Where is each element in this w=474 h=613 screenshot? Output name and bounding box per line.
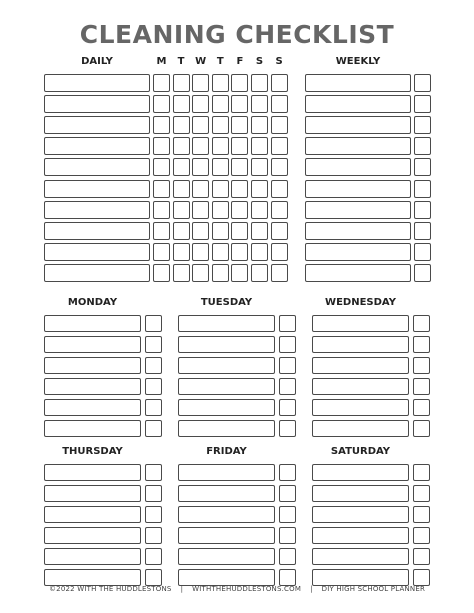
daily-checkbox[interactable] (251, 201, 268, 219)
daily-checkbox[interactable] (153, 180, 170, 198)
day-checkbox[interactable] (279, 506, 296, 523)
day-header: T (216, 56, 224, 67)
weekly-task-field[interactable] (305, 264, 411, 282)
weekly-task-field[interactable] (305, 95, 411, 113)
weekly-task-field[interactable] (305, 180, 411, 198)
day-checkbox[interactable] (279, 548, 296, 565)
day-checkbox[interactable] (279, 420, 296, 437)
daily-checkbox[interactable] (153, 201, 170, 219)
day-checkbox[interactable] (145, 464, 162, 481)
daily-checkbox[interactable] (251, 222, 268, 240)
day-task-field[interactable] (44, 506, 141, 523)
day-task-field[interactable] (44, 527, 141, 544)
day-task-field[interactable] (44, 464, 141, 481)
day-task-field[interactable] (44, 357, 141, 374)
daily-checkbox[interactable] (192, 264, 209, 282)
day-task-field[interactable] (312, 464, 409, 481)
day-checkbox[interactable] (145, 336, 162, 353)
daily-checkbox[interactable] (271, 116, 288, 134)
daily-checkbox[interactable] (251, 116, 268, 134)
daily-checkbox[interactable] (271, 243, 288, 261)
weekly-checkbox[interactable] (414, 74, 431, 92)
day-task-field[interactable] (44, 378, 141, 395)
day-checkbox[interactable] (145, 569, 162, 586)
daily-task-field[interactable] (44, 137, 150, 155)
day-checkbox[interactable] (145, 485, 162, 502)
daily-checkbox[interactable] (192, 243, 209, 261)
footer-separator: | (310, 585, 313, 593)
daily-checkbox[interactable] (212, 74, 229, 92)
daily-checkbox[interactable] (212, 201, 229, 219)
day-block-header: MONDAY (67, 297, 118, 308)
daily-checkbox[interactable] (173, 74, 190, 92)
day-checkbox[interactable] (145, 527, 162, 544)
daily-checkbox[interactable] (192, 74, 209, 92)
daily-checkbox[interactable] (192, 95, 209, 113)
day-block-header: FRIDAY (206, 446, 247, 457)
day-checkbox[interactable] (145, 548, 162, 565)
day-header: T (177, 56, 185, 67)
daily-task-field[interactable] (44, 264, 150, 282)
weekly-checkbox[interactable] (414, 201, 431, 219)
weekly-checkbox[interactable] (414, 264, 431, 282)
day-task-field[interactable] (178, 399, 275, 416)
daily-checkbox[interactable] (231, 243, 248, 261)
daily-checkbox[interactable] (271, 74, 288, 92)
weekly-checkbox[interactable] (414, 95, 431, 113)
daily-checkbox[interactable] (153, 137, 170, 155)
weekly-task-field[interactable] (305, 222, 411, 240)
daily-checkbox[interactable] (271, 180, 288, 198)
weekly-checkbox[interactable] (414, 158, 431, 176)
day-checkbox[interactable] (279, 399, 296, 416)
daily-task-field[interactable] (44, 243, 150, 261)
daily-checkbox[interactable] (251, 180, 268, 198)
daily-checkbox[interactable] (173, 180, 190, 198)
daily-checkbox[interactable] (153, 222, 170, 240)
daily-checkbox[interactable] (251, 264, 268, 282)
day-task-field[interactable] (312, 569, 409, 586)
daily-checkbox[interactable] (173, 95, 190, 113)
day-task-field[interactable] (178, 527, 275, 544)
daily-checkbox[interactable] (231, 222, 248, 240)
day-task-field[interactable] (312, 527, 409, 544)
daily-checkbox[interactable] (251, 74, 268, 92)
footer-website[interactable]: WITHTHEHUDDLESTONS.COM (192, 585, 302, 593)
weekly-checkbox[interactable] (414, 137, 431, 155)
weekly-header: WEEKLY (335, 56, 381, 67)
day-checkbox[interactable] (413, 378, 430, 395)
weekly-task-field[interactable] (305, 201, 411, 219)
daily-checkbox[interactable] (212, 264, 229, 282)
day-checkbox[interactable] (413, 485, 430, 502)
day-task-field[interactable] (312, 315, 409, 332)
day-header: S (255, 56, 264, 67)
weekly-checkbox[interactable] (414, 116, 431, 134)
daily-checkbox[interactable] (212, 116, 229, 134)
daily-checkbox[interactable] (192, 201, 209, 219)
weekly-task-field[interactable] (305, 116, 411, 134)
day-task-field[interactable] (178, 336, 275, 353)
day-task-field[interactable] (178, 378, 275, 395)
daily-checkbox[interactable] (173, 116, 190, 134)
daily-checkbox[interactable] (153, 243, 170, 261)
daily-task-field[interactable] (44, 74, 150, 92)
day-checkbox[interactable] (145, 315, 162, 332)
daily-checkbox[interactable] (231, 116, 248, 134)
day-task-field[interactable] (178, 569, 275, 586)
daily-checkbox[interactable] (271, 222, 288, 240)
weekly-checkbox[interactable] (414, 243, 431, 261)
day-block-header: SATURDAY (330, 446, 391, 457)
day-checkbox[interactable] (413, 464, 430, 481)
day-task-field[interactable] (178, 485, 275, 502)
day-task-field[interactable] (178, 548, 275, 565)
page-title: CLEANING CHECKLIST (79, 20, 395, 49)
day-task-field[interactable] (312, 420, 409, 437)
day-checkbox[interactable] (279, 485, 296, 502)
weekly-checkbox[interactable] (414, 222, 431, 240)
day-checkbox[interactable] (145, 399, 162, 416)
day-task-field[interactable] (44, 420, 141, 437)
daily-checkbox[interactable] (251, 137, 268, 155)
weekly-task-field[interactable] (305, 137, 411, 155)
day-checkbox[interactable] (279, 357, 296, 374)
weekly-task-field[interactable] (305, 74, 411, 92)
daily-checkbox[interactable] (153, 74, 170, 92)
daily-checkbox[interactable] (173, 201, 190, 219)
footer (0, 585, 474, 593)
daily-task-field[interactable] (44, 180, 150, 198)
day-checkbox[interactable] (413, 315, 430, 332)
daily-checkbox[interactable] (192, 222, 209, 240)
day-task-field[interactable] (178, 357, 275, 374)
day-header: M (156, 56, 167, 67)
day-checkbox[interactable] (413, 548, 430, 565)
daily-checkbox[interactable] (173, 222, 190, 240)
daily-checkbox[interactable] (212, 180, 229, 198)
daily-checkbox[interactable] (173, 264, 190, 282)
day-block-header: THURSDAY (62, 446, 123, 457)
day-task-field[interactable] (178, 315, 275, 332)
day-checkbox[interactable] (413, 569, 430, 586)
day-task-field[interactable] (178, 464, 275, 481)
daily-task-field[interactable] (44, 222, 150, 240)
daily-checkbox[interactable] (231, 137, 248, 155)
day-block-header: WEDNESDAY (325, 297, 396, 308)
daily-checkbox[interactable] (212, 243, 229, 261)
footer-copyright: ©2022 WITH THE HUDDLESTONS (48, 585, 172, 593)
daily-checkbox[interactable] (212, 137, 229, 155)
day-checkbox[interactable] (413, 357, 430, 374)
day-task-field[interactable] (178, 506, 275, 523)
day-task-field[interactable] (312, 357, 409, 374)
day-header: W (195, 56, 207, 67)
day-task-field[interactable] (178, 420, 275, 437)
day-task-field[interactable] (312, 399, 409, 416)
daily-checkbox[interactable] (192, 137, 209, 155)
day-task-field[interactable] (44, 336, 141, 353)
daily-checkbox[interactable] (231, 180, 248, 198)
daily-checkbox[interactable] (192, 180, 209, 198)
day-checkbox[interactable] (145, 420, 162, 437)
daily-checkbox[interactable] (271, 264, 288, 282)
daily-checkbox[interactable] (231, 264, 248, 282)
daily-checkbox[interactable] (231, 201, 248, 219)
day-checkbox[interactable] (279, 378, 296, 395)
day-checkbox[interactable] (413, 506, 430, 523)
daily-checkbox[interactable] (231, 74, 248, 92)
daily-checkbox[interactable] (231, 158, 248, 176)
daily-checkbox[interactable] (271, 201, 288, 219)
daily-task-field[interactable] (44, 116, 150, 134)
day-block-header: TUESDAY (200, 297, 253, 308)
day-task-field[interactable] (312, 485, 409, 502)
day-task-field[interactable] (44, 399, 141, 416)
daily-checkbox[interactable] (173, 137, 190, 155)
daily-task-field[interactable] (44, 158, 150, 176)
daily-checkbox[interactable] (251, 95, 268, 113)
weekly-task-field[interactable] (305, 243, 411, 261)
day-checkbox[interactable] (279, 464, 296, 481)
daily-checkbox[interactable] (173, 243, 190, 261)
daily-checkbox[interactable] (212, 95, 229, 113)
weekly-task-field[interactable] (305, 158, 411, 176)
daily-header: DAILY (81, 56, 113, 67)
day-header: F (236, 56, 244, 67)
day-task-field[interactable] (44, 315, 141, 332)
day-checkbox[interactable] (413, 420, 430, 437)
day-task-field[interactable] (312, 336, 409, 353)
day-task-field[interactable] (312, 378, 409, 395)
daily-checkbox[interactable] (271, 95, 288, 113)
day-checkbox[interactable] (413, 527, 430, 544)
day-checkbox[interactable] (279, 527, 296, 544)
day-task-field[interactable] (44, 548, 141, 565)
day-checkbox[interactable] (279, 315, 296, 332)
daily-checkbox[interactable] (192, 158, 209, 176)
daily-checkbox[interactable] (271, 137, 288, 155)
footer-tagline: DIY HIGH SCHOOL PLANNER (321, 585, 426, 593)
day-checkbox[interactable] (145, 506, 162, 523)
daily-task-field[interactable] (44, 95, 150, 113)
footer-separator: | (180, 585, 184, 593)
daily-checkbox[interactable] (153, 116, 170, 134)
daily-checkbox[interactable] (192, 116, 209, 134)
day-checkbox[interactable] (145, 357, 162, 374)
daily-checkbox[interactable] (251, 158, 268, 176)
weekly-checkbox[interactable] (414, 180, 431, 198)
daily-checkbox[interactable] (153, 264, 170, 282)
day-checkbox[interactable] (279, 336, 296, 353)
day-checkbox[interactable] (413, 399, 430, 416)
day-checkbox[interactable] (145, 378, 162, 395)
daily-checkbox[interactable] (212, 158, 229, 176)
daily-checkbox[interactable] (271, 158, 288, 176)
daily-checkbox[interactable] (173, 158, 190, 176)
day-checkbox[interactable] (413, 336, 430, 353)
daily-task-field[interactable] (44, 201, 150, 219)
daily-checkbox[interactable] (153, 95, 170, 113)
day-task-field[interactable] (44, 569, 141, 586)
day-task-field[interactable] (312, 506, 409, 523)
day-header: S (275, 56, 283, 67)
daily-checkbox[interactable] (212, 222, 229, 240)
daily-checkbox[interactable] (153, 158, 170, 176)
daily-checkbox[interactable] (251, 243, 268, 261)
daily-checkbox[interactable] (231, 95, 248, 113)
day-checkbox[interactable] (279, 569, 296, 586)
day-task-field[interactable] (312, 548, 409, 565)
day-task-field[interactable] (44, 485, 141, 502)
